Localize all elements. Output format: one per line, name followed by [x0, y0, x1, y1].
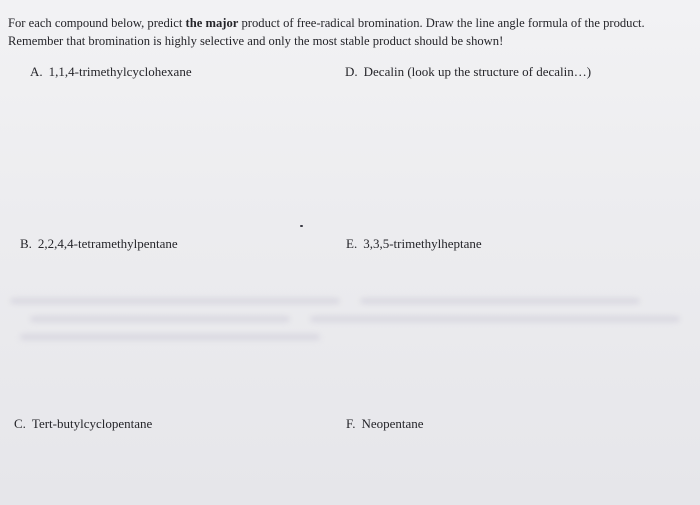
question-e-letter: E. [346, 236, 358, 251]
question-c-letter: C. [14, 416, 26, 431]
question-e-compound: 3,3,5-trimethylheptane [363, 236, 482, 251]
question-d-letter: D. [345, 64, 358, 79]
question-b [20, 236, 178, 252]
question-d [345, 64, 591, 80]
question-d-compound: Decalin (look up the structure of decalin…) [363, 64, 592, 79]
question-f-letter: F. [346, 416, 356, 431]
question-b-compound: 2,2,4,4-tetramethylpentane [37, 236, 178, 251]
question-f [346, 416, 424, 432]
question-a [30, 64, 192, 80]
question-b-letter: B. [20, 236, 32, 251]
instructions-part1: For each compound below, predict [8, 16, 186, 30]
question-c-compound: Tert-butylcyclopentane [31, 416, 153, 431]
question-a-letter: A. [30, 64, 43, 79]
question-a-compound: 1,1,4-trimethylcyclohexane [48, 64, 192, 79]
question-f-compound: Neopentane [361, 416, 424, 431]
question-c [14, 416, 152, 432]
instructions-emphasis: the major [185, 16, 239, 30]
show-through-text [0, 292, 700, 352]
pencil-mark [300, 225, 303, 227]
instructions-text [8, 14, 688, 50]
instructions-part2: product of free-radical bromination. Draw the line angle formula of the product. Remember that bromination is highly selective and only the most stable product should be shown! [8, 16, 645, 48]
question-e [346, 236, 482, 252]
